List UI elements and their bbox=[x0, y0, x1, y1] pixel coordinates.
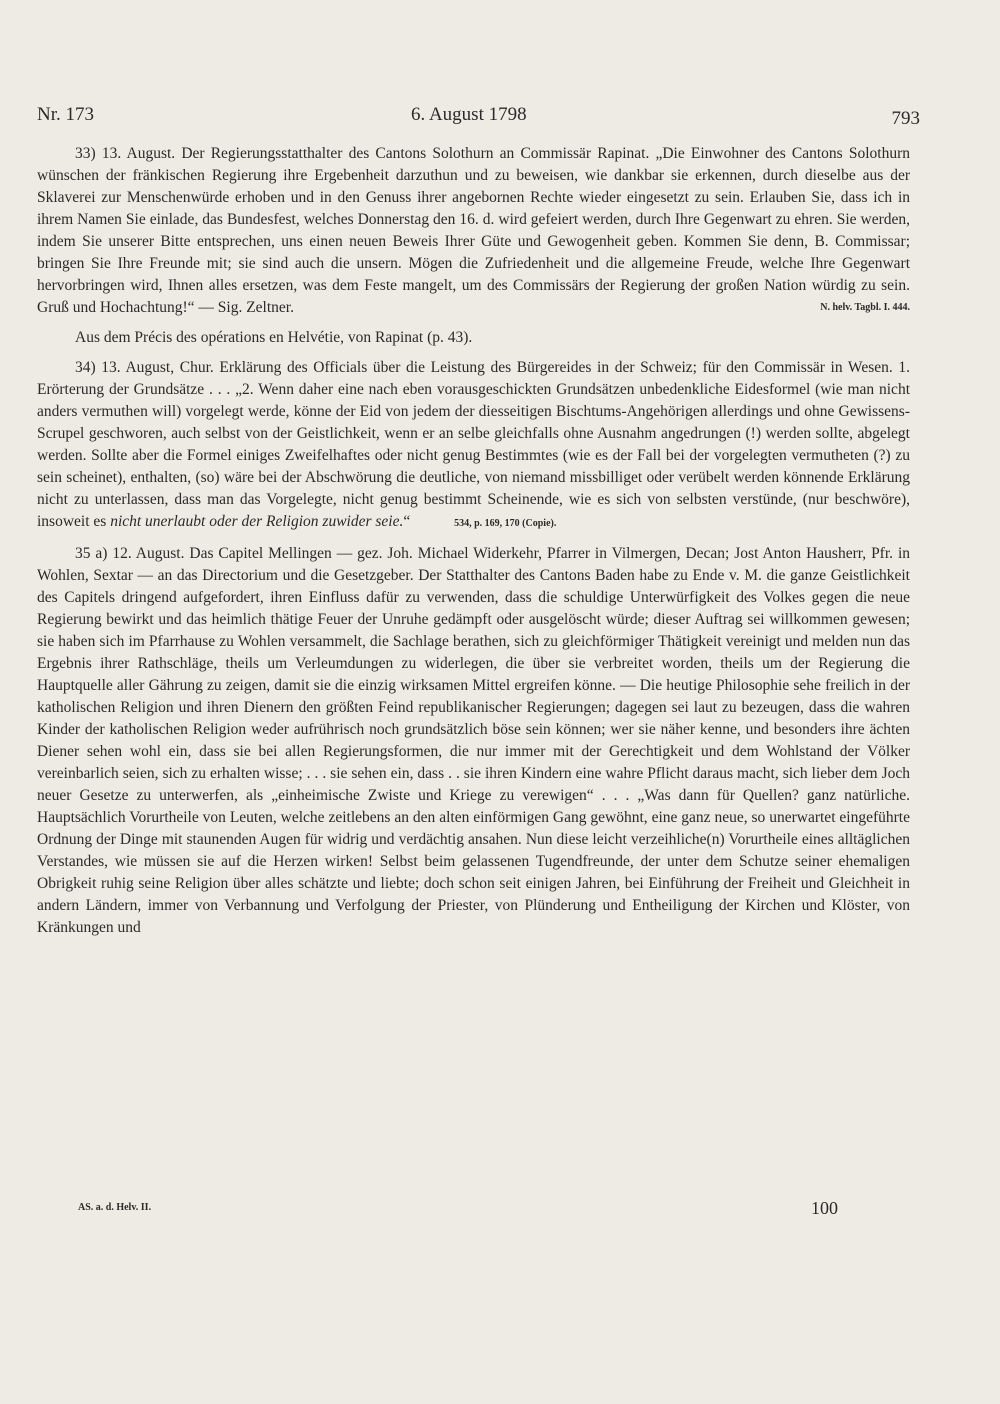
entry-33-citation: N. helv. Tagbl. I. 444. bbox=[820, 302, 910, 313]
entry-34-text: 34) 13. August, Chur. Erklärung des Officials über die Leistung des Bürgereides in der Schweiz; für den Commissär in Wesen. 1. Erörterung der Grundsätze . . . „2. Wenn daher eine nach eben vorausgeschickten Grundsätzen unbedenkliche Eidesformel (wie man nicht anders vermuthen will) vorgelegt werde, könne der Eid von jedem der diesseitigen Bischtums-Angehörigen allerdings und ohne Gewissens-Scrupel geschworen, auch selbst von der Geistlichkeit, wenn er an selbe gleichfalls ohne Ausnahm angedrungen (!) werden sollte, abgelegt werden. Sollte aber die Formel einiges Zweifelhaftes oder nicht genug Bestimmtes (wie es der Fall bei der vorgelegten vermutheten (?) zu sein scheinet), enthalten, (so) wäre bei der Abschwörung die deutliche, von niemand missbilliget oder verübelt werden könnende Erklärung nicht zu unterlassen, dass man das Vorgelegte, nicht genug bestimmt Scheinende, wie es sich von selbsten verstünde, (nur beschwöre), insoweit es bbox=[37, 359, 910, 530]
sheet-number: 100 bbox=[811, 1198, 838, 1218]
entry-34-close-quote: “ bbox=[403, 513, 411, 530]
document-number: Nr. 173 bbox=[37, 104, 94, 125]
page-date: 6. August 1798 bbox=[411, 104, 527, 125]
page-header bbox=[37, 104, 920, 132]
entry-34 bbox=[37, 357, 910, 535]
entry-33 bbox=[37, 143, 910, 319]
entry-33-note: Aus dem Précis des opérations en Helvétie, von Rapinat (p. 43). bbox=[75, 329, 473, 346]
entry-33-text: 33) 13. August. Der Regierungsstatthalter des Cantons Solothurn an Commissär Rapinat. „Die Einwohner des Cantons Solothurn wünschen der fränkischen Regierung ihre Ergebenheit darzuthun und zu beweisen, wie dankbar sie erkennen, durch dieselbe aus der Sklaverei zur Menschenwürde erhoben und in den Genuss ihrer angebornen Rechte wieder eingesetzt zu sein. Erlauben Sie, dass ich in ihrem Namen Sie einlade, das Bundesfest, welches Donnerstag den 16. d. wird gefeiert werden, durch Ihre Gegenwart zu ehren. Sie werden, indem Sie unserer Bitte entsprechen, uns einen neuen Beweis Ihrer Güte und Gewogenheit geben. Kommen Sie denn, B. Commissar; bringen Sie Ihre Freunde mit; sie sind auch die unsern. Mögen die Zufriedenheit und die allgemeine Freude, welche Ihre Gegenwart hervorbringen wird, Ihnen alles ersetzen, was dem Feste mangelt, um des Commissärs der Regierung der großen Nation würdig zu sein. Gruß und Hochachtung!“ — Sig. Zeltner. bbox=[37, 145, 910, 316]
entry-35a: 35 a) 12. August. Das Capitel Mellingen — gez. Joh. Michael Widerkehr, Pfarrer in Vilmergen, Decan; Jost Anton Hausherr, Pfr. in Wohlen, Sextar — an das Directorium und die Gesetzgeber. Der Statthalter des Cantons Baden habe zu Ende v. M. die ganze Geistlichkeit des Capitels dringend aufgefordert, ihren Einfluss dafür zu verwenden, dass die schuldige Unterwürfigkeit des Volkes gegen die neue Regierung bewirkt und das heimlich thätige Feuer der Unruhe gedämpft oder ausgelöscht würde; dieser Auftrag sei willkommen gewesen; sie haben sich im Pfarrhause zu Wohlen versammelt, die Sachlage berathen, sich zu gleichförmiger Thätigkeit vereinigt und melden nun das Ergebnis ihrer Rathschläge, theils um Verleumdungen zu widerlegen, die über sie verbreitet worden, theils um der Regierung die Hauptquelle aller Gährung zu zeigen, damit sie die einzig wirksamen Mittel ergreifen könne. — Die heutige Philosophie sehe freilich in der katholischen Religion und ihren Dienern den größten Feind republikanischer Regierungen; dagegen sei laut zu bezeugen, dass die wahren Kinder der katholischen Religion weder aufrührisch noch grundsätzlich böse sein können; wer sie näher kenne, und besonders ihre ächten Diener sehen wohl ein, dass sie bei allen Regierungsformen, die nur immer mit der Gerechtigkeit und dem Wohlstand der Völker vereinbarlich seien, sich zu erhalten wisse; . . . sie sehen ein, dass . . sie ihren Kindern eine wahre Pflicht daraus macht, sich lieber dem Joch neuer Gesetze zu unterwerfen, als „einheimische Zwiste und Kriege zu verewigen“ . . . „Was dann für Quellen? ganz natürliche. Hauptsächlich Vorurtheile von Leuten, welche zeitlebens an den alten einförmigen Gang gewöhnt, eine ganz neue, so unerwartet eingeführte Ordnung der Dinge mit staunenden Augen für widrig und verdächtig ansahen. Nun diese leicht verzeihliche(n) Vorurtheile eines alltäglichen Verstandes, wie müssen sie auf die Herzen wirken! Selbst beim gelassenen Tugendfreunde, der unter dem Schutze seiner ehemaligen Obrigkeit ruhig seine Religion über alles schätzte und liebte; doch schon seit einigen Jahren, bei Einführung der Freiheit und Gleichheit in andern Ländern, immer von Verbannung und Verfolgung der Priester, von Plünderung und Entheiligung der Kirchen und Klöster, von Kränkungen und bbox=[37, 545, 910, 936]
entry-34-citation: 534, p. 169, 170 (Copie). bbox=[454, 518, 557, 529]
entry-34-italic: nicht unerlaubt oder der Religion zuwider seie. bbox=[110, 513, 404, 530]
sheet-signature: AS. a. d. Helv. II. bbox=[78, 1202, 152, 1213]
page-number: 793 bbox=[891, 108, 920, 129]
page-body bbox=[37, 143, 910, 939]
